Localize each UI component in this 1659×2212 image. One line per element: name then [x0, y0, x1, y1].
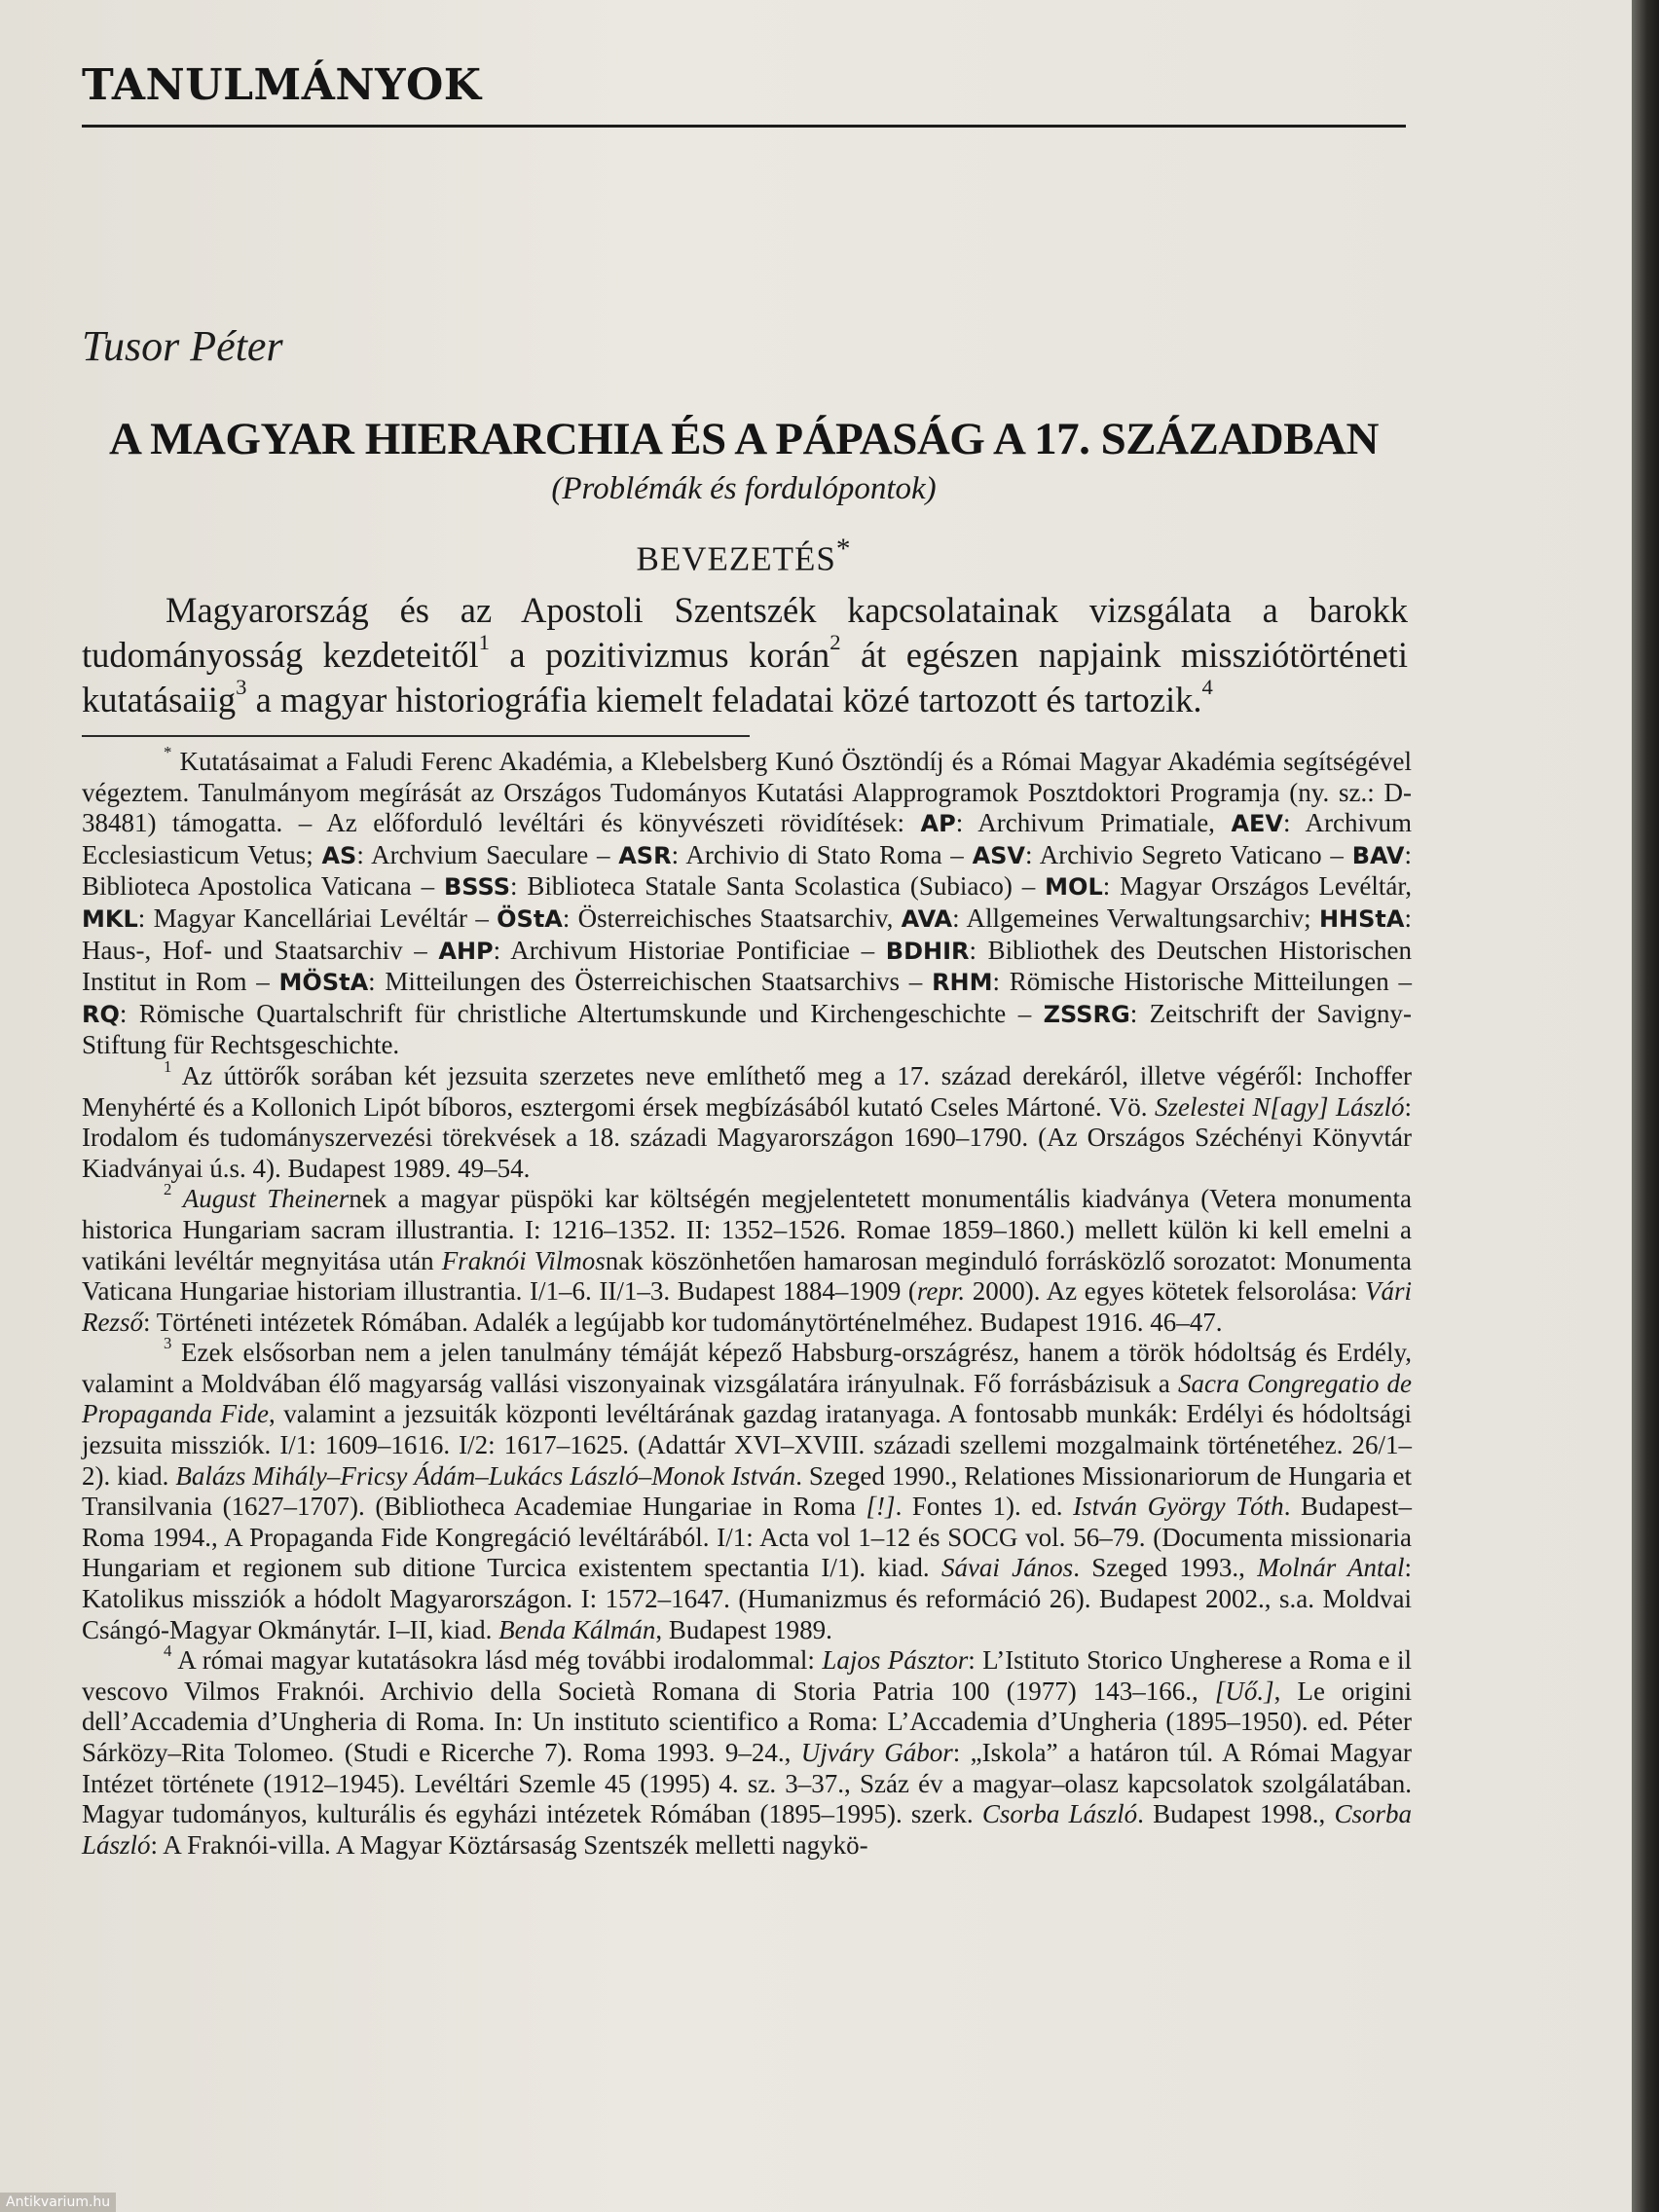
article-author: Tusor Péter — [82, 322, 283, 370]
abbreviation-def: : Biblioteca Statale Santa Scolastica (Subiaco) – — [510, 871, 1046, 902]
footnote-text: : A Fraknói-villa. A Magyar Köztársaság Szentszék melletti nagykö- — [150, 1829, 868, 1860]
footnotes — [82, 742, 1413, 1861]
abbreviation-def: : Archivum Ecclesiasticum Vetus; — [82, 808, 1412, 869]
footnote-marker-3: 3 — [236, 675, 247, 700]
abbreviation-def: : Archivum Historiae Pontificiae – — [493, 935, 886, 965]
footnote-text: . Budapest–Roma 1994., A Propaganda Fide Kongregáció levéltárából. I/1: Acta vol 1–12 és SOCG vol. 56–79. (Documenta missionaria Hungariam et regionem sub ditione Turcica existentem spectantia I/1). kiad. — [82, 1492, 1412, 1583]
cited-author: Csorba László — [981, 1799, 1138, 1829]
abbreviation-def: : Österreichisches Staatsarchiv, — [562, 903, 902, 933]
abbreviation-def: : Zeitschrift der Savigny-Stiftung für Rechtsgeschichte. — [82, 998, 1412, 1060]
abbreviation: BSSS — [444, 873, 511, 902]
abbreviation-def: : Bibliothek des Deutschen Historischen Institut in Rom – — [82, 935, 1412, 997]
abbreviation-def: : Biblioteca Apostolica Vaticana – — [82, 839, 1413, 902]
abbreviation: MKL — [82, 904, 138, 933]
abbreviation-def: : Archivio Segreto Vaticano – — [1025, 839, 1352, 869]
abbreviation: AP — [920, 810, 956, 838]
cited-author: Balázs Mihály–Fricsy Ádám–Lukács László–Monok István — [175, 1460, 796, 1491]
footnote-4 — [82, 1641, 1413, 1861]
footnote-mark: 2 — [164, 1179, 172, 1198]
abbreviation: AS — [321, 841, 357, 869]
cited-author: Ujváry Gábor — [800, 1738, 953, 1767]
abbreviation-def: : Archvium Saeculare – — [356, 839, 619, 869]
abbreviation-def: : Magyar Országos Levéltár, — [1102, 871, 1412, 902]
abbreviation-def: : Allgemeines Verwaltungsarchiv; — [952, 903, 1319, 933]
abbreviation-def: : Magyar Kancelláriai Levéltár – — [137, 903, 498, 933]
cited-author: Vári Rezső — [82, 1276, 1412, 1337]
footnote-text: : „Iskola” a határon túl. A Római Magyar Intézet története (1912–1945). Levéltári Szemle 45 (1995) 4. sz. 3–37., Száz év a magyar–olasz kapcsolatok szolgálatában. Magyar tudományos, kulturális és egyházi intézetek Rómában (1895–1995). szerk. — [82, 1738, 1412, 1829]
intro-text: a pozitivizmus korán — [489, 635, 830, 675]
footnote-text: . Fontes 1). ed. — [895, 1492, 1074, 1522]
footnote-1 — [82, 1056, 1413, 1184]
header-rule — [82, 125, 1406, 128]
italic-term: [!] — [866, 1492, 896, 1522]
abbreviation-def: : Archivio di Stato Roma – — [671, 839, 973, 869]
footnote-mark: 4 — [164, 1641, 172, 1660]
abbreviation: MÖStA — [278, 969, 369, 997]
cited-author: Molnár Antal — [1257, 1553, 1405, 1583]
footnote-text: . Szeged 1993., — [1073, 1553, 1258, 1583]
abbreviation: BDHIR — [885, 937, 970, 965]
intro-text: a magyar historiográfia kiemelt feladatai közé tartozott és tartozik. — [246, 680, 1202, 719]
footnote-text: , Le origini dell’Accademia d’Ungheria di Roma. In: Un instituto scientifico a Roma: L’Accademia d’Ungheria (1895–1950). ed. Péter Sárközy–Rita Tolomeo. (Studi e Ricerche 7). Roma 1993. 9–24., — [82, 1676, 1412, 1767]
abbreviation-def: : Archivum Primatiale, — [955, 808, 1232, 838]
footnote-marker-2: 2 — [830, 630, 841, 655]
running-section-header: TANULMÁNYOK — [82, 60, 482, 110]
footnote-star — [82, 742, 1413, 1061]
article-subtitle: (Problémák és fordulópontok) — [551, 471, 937, 506]
watermark: Antikvarium.hu — [0, 2193, 116, 2212]
footnote-rule — [82, 735, 750, 737]
italic-term: Sacra Congregatio de Propaganda Fide — [82, 1368, 1413, 1429]
footnote-marker-1: 1 — [478, 630, 490, 655]
footnote-text: Az úttörők sorában két jezsuita szerzetes neve említhető meg a 17. század derekáról, illetve végéről: Inchoffer Menyhérté és a Kollonich Lipót bíboros, esztergomi érsek megbízásából kutató Cseles Mártoné. Vö. — [82, 1060, 1412, 1122]
footnote-text: A római magyar kutatásokra lásd még további irodalommal: — [171, 1645, 823, 1676]
section-heading-text: BEVEZETÉS — [636, 539, 836, 578]
show-through-text — [1402, 39, 1616, 506]
abbreviation: HHStA — [1318, 904, 1405, 933]
abbreviation-def: : Römische Historische Mitteilungen – — [992, 967, 1412, 997]
book-spine-shadow — [1632, 0, 1659, 2212]
footnote-mark: 1 — [164, 1056, 172, 1076]
footnote-text: . Szeged 1990., Relationes Missionariorum de Hungaria et Transilvania (1627–1707). (Bibliotheca Academiae Hungariae in Roma — [82, 1460, 1413, 1522]
footnote-2 — [82, 1179, 1413, 1338]
abbreviation-def: : Mitteilungen des Österreichischen Staatsarchivs – — [368, 967, 933, 997]
footnote-text: : Irodalom és tudományszervezési törekvések a 18. századi Magyarországon 1690–1790. (Az Országos Széchényi Könyvtár Kiadványai ú.s. 4). Budapest 1989. 49–54. — [82, 1091, 1413, 1183]
intro-paragraph — [82, 588, 1408, 722]
abbreviation-def: : Römische Quartalschrift für christliche Altertumskunde und Kirchengeschichte – — [119, 998, 1044, 1028]
footnote-text: Kutatásaimat a Faludi Ferenc Akadémia, a Klebelsberg Kunó Ösztöndíj és a Római Magyar Akadémia segítségével végeztem. Tanulmányom megírását az Országos Tudományos Kutatási Alapprogramok Posztdoktori Programja (ny. sz.: D-38481) támogatta. – Az előforduló levéltári és könyvészeti rövidítések: — [82, 747, 1412, 838]
footnote-marker-4: 4 — [1201, 675, 1213, 700]
italic-term: repr. — [916, 1276, 966, 1307]
cited-author: Szelestei N[agy] László — [1154, 1091, 1405, 1122]
intro-text: Magyarország és az Apostoli Szentszék kapcsolatainak vizsgálata a barokk tudományosság kezdeteitől — [82, 590, 1408, 675]
abbreviation: ASV — [972, 841, 1025, 869]
cited-author: August Theiner — [182, 1184, 350, 1214]
footnote-star-marker: * — [835, 534, 852, 565]
footnote-mark: 3 — [164, 1333, 172, 1352]
footnote-text: Ezek elsősorban nem a jelen tanulmány témáját képező Habsburg-országrész, hanem a török hódoltság és Erdély, valamint a Moldvában élő magyarság vallási viszonyainak vizsgálatára irányulnak. Fő forrásbázisuk a — [82, 1338, 1412, 1398]
footnote-text: 2000). Az egyes kötetek felsorolása: — [965, 1276, 1365, 1307]
cited-author: Sávai János — [940, 1553, 1074, 1583]
footnote-text: : Történeti intézetek Rómában. Adalék a legújabb kor tudománytörténelméhez. Budapest 1916. 46–47. — [143, 1307, 1223, 1337]
abbreviation: AEV — [1231, 810, 1283, 838]
cited-author: Benda Kálmán — [498, 1614, 656, 1644]
cited-author: Csorba László — [82, 1799, 1412, 1860]
footnote-text: nek a magyar püspöki kar költségén megjelentetett monumentális kiadványa (Vetera monumenta historica Hungariam sacram illustrantia. I: 1216–1352. II: 1352–1526. Romae 1859–1860.) mellett külön ki kell emelni a vatikáni levéltár megnyitása után — [82, 1184, 1413, 1275]
abbreviation: ÖStA — [497, 904, 563, 933]
cited-author: Fraknói Vilmos — [441, 1245, 606, 1275]
abbreviation: RQ — [82, 1000, 120, 1028]
cited-author: [Uő.] — [1214, 1676, 1274, 1706]
abbreviation: MOL — [1045, 873, 1103, 902]
cited-author: Lajos Pásztor — [822, 1645, 969, 1676]
abbreviation: ZSSRG — [1043, 1000, 1130, 1028]
footnote-3 — [82, 1333, 1413, 1645]
abbreviation: ASR — [618, 841, 672, 869]
footnote-mark: * — [164, 742, 172, 761]
abbreviation: AVA — [901, 904, 953, 933]
section-heading — [82, 534, 1406, 579]
abbreviation: AHP — [438, 937, 494, 965]
footnote-text: nak köszönhetően hamarosan meginduló forrásközlő sorozatot: Monumenta Vaticana Hungariae historiam illustrantia. I/1–6. II/1–3. Budapest 1884–1909 ( — [82, 1245, 1412, 1307]
footnote-text: , Budapest 1989. — [655, 1614, 832, 1644]
abbreviation-def: : Haus-, Hof- und Staatsarchiv – — [82, 903, 1412, 965]
abbreviation: RHM — [932, 969, 993, 997]
footnote-text: , valamint a jezsuiták központi levéltárának gazdag iratanyaga. A fontosabb munkák: Erdélyi és hódoltsági jezsuita missziók. I/1: 1609–1616. I/2: 1617–1625. (Adattár XVI–XVIII. századi szellemi mozgalmaink történetéhez. 26/1–2). kiad. — [82, 1399, 1413, 1491]
article-title: A MAGYAR HIERARCHIA ÉS A PÁPASÁG A 17. SZÁZADBAN — [109, 414, 1379, 464]
abbreviation: BAV — [1351, 841, 1405, 869]
cited-author: István György Tóth — [1073, 1492, 1284, 1522]
footnote-text: . Budapest 1998., — [1137, 1799, 1335, 1829]
footnote-text: : L’Istituto Storico Ungherese a Roma e il vescovo Vilmos Fraknói. Archivio della Società Romana di Storia Patria 100 (1977) 143–166., — [82, 1645, 1413, 1706]
footnote-text: : Katolikus missziók a hódolt Magyarországon. I: 1572–1647. (Humanizmus és reformáció 26). Budapest 2002., s.a. Moldvai Csángó-Magyar Okmánytár. I–II, kiad. — [82, 1553, 1412, 1644]
intro-text: át egészen napjaink missziótörténeti kutatásaiig — [82, 635, 1408, 719]
